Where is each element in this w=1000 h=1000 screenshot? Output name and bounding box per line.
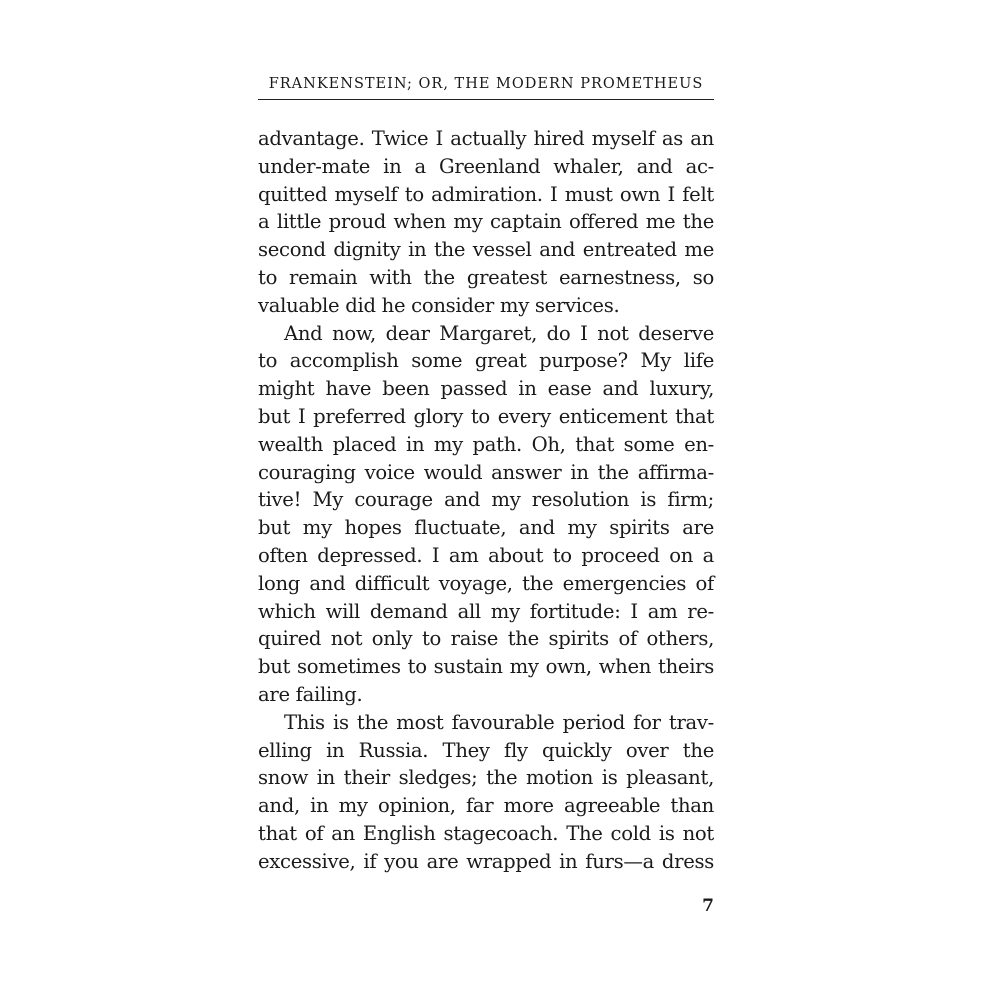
header-rule <box>258 99 714 100</box>
body-text <box>258 125 714 876</box>
text-line: excessive, if you are wrapped in furs—a dress <box>258 849 714 873</box>
text-line: valuable did he consider my services. <box>258 293 620 317</box>
text-line: are failing. <box>258 682 363 706</box>
text-line: a little proud when my captain offered me the <box>258 210 714 234</box>
text-line: snow in their sledges; the motion is pleasant, <box>258 766 714 790</box>
text-line: and, in my opinion, far more agreeable than <box>258 794 714 818</box>
text-line: And now, dear Margaret, do I not deserve <box>284 321 714 345</box>
text-line: but sometimes to sustain my own, when theirs <box>258 655 714 679</box>
text-line: quitted myself to admiration. I must own I felt <box>258 182 714 206</box>
running-head: FRANKENSTEIN; OR, THE MODERN PROMETHEUS <box>268 76 704 92</box>
text-line: but I preferred glory to every enticement that <box>258 404 714 428</box>
text-line: but my hopes fluctuate, and my spirits are <box>258 516 714 540</box>
text-line: that of an English stagecoach. The cold is not <box>258 821 714 845</box>
text-line: might have been passed in ease and luxury, <box>258 377 714 401</box>
text-line: quired not only to raise the spirits of others, <box>258 627 714 651</box>
page-number: 7 <box>702 896 714 916</box>
text-line: second dignity in the vessel and entreated me <box>258 238 714 262</box>
text-line: couraging voice would answer in the affirma- <box>258 460 714 484</box>
paragraph-3 <box>258 709 714 876</box>
text-line: long and difficult voyage, the emergencies of <box>258 571 714 595</box>
text-line: to accomplish some great purpose? My life <box>258 349 714 373</box>
text-line: This is the most favourable period for trav- <box>284 710 714 734</box>
text-line: under-mate in a Greenland whaler, and ac- <box>258 154 714 178</box>
text-line: often depressed. I am about to proceed on a <box>258 543 714 567</box>
book-page <box>258 72 714 932</box>
text-line: wealth placed in my path. Oh, that some en- <box>258 432 714 456</box>
text-line: tive! My courage and my resolution is firm; <box>258 488 714 512</box>
text-line: to remain with the greatest earnestness, so <box>258 265 714 289</box>
paragraph-2 <box>258 320 714 709</box>
text-line: advantage. Twice I actually hired myself as an <box>258 127 714 150</box>
text-line: which will demand all my fortitude: I am re- <box>258 599 714 623</box>
paragraph-1 <box>258 125 714 320</box>
text-line: elling in Russia. They fly quickly over the <box>258 738 714 762</box>
